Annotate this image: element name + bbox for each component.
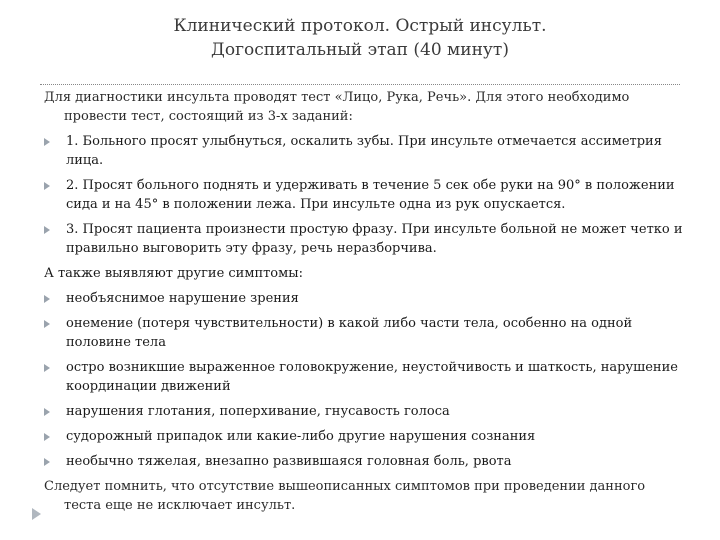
test-item-text: 3. Просят пациента произнести простую фразу. При инсульте больной не может четко и правильно выговорить эту фразу, речь неразборчива. bbox=[66, 222, 683, 256]
intro-text: Для диагностики инсульта проводят тест «Лицо, Рука, Речь». Для этого необходимо провести тест, состоящий из 3-х заданий: bbox=[44, 90, 630, 124]
list-item bbox=[44, 427, 684, 446]
test-item-text: 2. Просят больного поднять и удерживать в течение 5 сек обе руки на 90° в положении сида и на 45° в положении лежа. При инсульте одна из рук опускается. bbox=[66, 178, 675, 212]
bullet-arrow-icon bbox=[44, 364, 50, 372]
list-item bbox=[44, 220, 684, 258]
bullet-arrow-icon bbox=[44, 226, 50, 234]
bullet-arrow-icon bbox=[44, 182, 50, 190]
list-item bbox=[44, 289, 684, 308]
bullet-arrow-icon bbox=[44, 408, 50, 416]
symptom-item-text: остро возникшие выраженное головокружение, неустойчивость и шаткость, нарушение координации движений bbox=[66, 360, 678, 394]
slide-body bbox=[44, 88, 684, 515]
list-item bbox=[44, 452, 684, 471]
bullet-arrow-icon bbox=[44, 295, 50, 303]
symptom-item-text: судорожный припадок или какие-либо другие нарушения сознания bbox=[66, 429, 536, 444]
test-list bbox=[44, 132, 684, 258]
list-item bbox=[44, 402, 684, 421]
footer-note: Следует помнить, что отсутствие вышеописанных симптомов при проведении данного теста еще не исключает инсульт. bbox=[44, 479, 646, 513]
bullet-arrow-icon bbox=[44, 458, 50, 466]
symptom-item-text: необъяснимое нарушение зрения bbox=[66, 291, 299, 306]
bullet-arrow-icon bbox=[44, 138, 50, 146]
test-item-text: 1. Больного просят улыбнуться, оскалить зубы. При инсульте отмечается ассиметрия лица. bbox=[66, 134, 662, 168]
slide-title bbox=[0, 14, 720, 62]
list-item bbox=[44, 132, 684, 170]
bullet-arrow-icon bbox=[44, 433, 50, 441]
bullet-arrow-icon bbox=[44, 320, 50, 328]
other-symptoms-heading: А также выявляют другие симптомы: bbox=[44, 266, 303, 281]
title-line-2: Догоспитальный этап (40 минут) bbox=[211, 40, 509, 60]
divider bbox=[40, 84, 680, 85]
title-line-1: Клинический протокол. Острый инсульт. bbox=[173, 16, 547, 36]
corner-arrow-icon bbox=[32, 508, 41, 520]
symptom-item-text: онемение (потеря чувствительности) в какой либо части тела, особенно на одной половине тела bbox=[66, 316, 633, 350]
list-item bbox=[44, 176, 684, 214]
symptom-item-text: нарушения глотания, поперхивание, гнусавость голоса bbox=[66, 404, 450, 419]
list-item bbox=[44, 314, 684, 352]
symptom-item-text: необычно тяжелая, внезапно развившаяся головная боль, рвота bbox=[66, 454, 512, 469]
list-item bbox=[44, 358, 684, 396]
symptom-list bbox=[44, 289, 684, 471]
